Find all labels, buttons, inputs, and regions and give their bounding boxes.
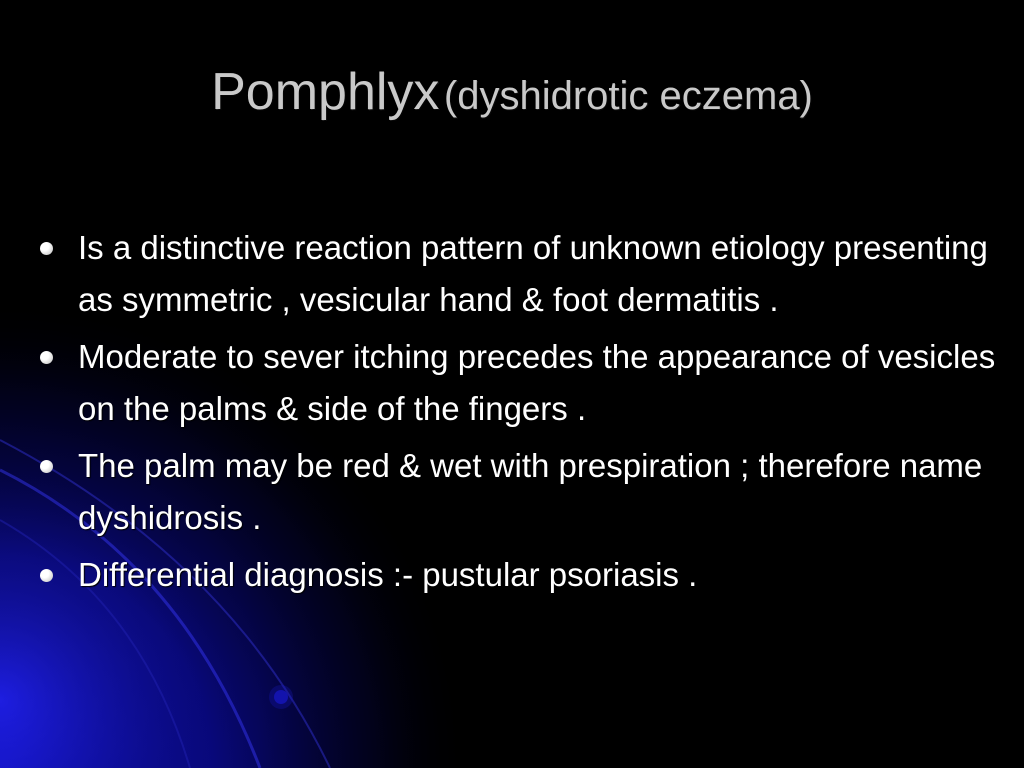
bullet-list bbox=[32, 222, 1007, 606]
bullet-text: Differential diagnosis :- pustular psoriasis . bbox=[78, 556, 698, 593]
bullet-item bbox=[32, 440, 1007, 544]
bullet-item bbox=[32, 549, 1007, 601]
bullet-text: Is a distinctive reaction pattern of unknown etiology presenting as symmetric , vesicular hand & foot dermatitis . bbox=[78, 229, 988, 318]
slide-title bbox=[0, 62, 1024, 122]
title-main: Pomphlyx bbox=[211, 63, 440, 121]
bullet-item bbox=[32, 331, 1007, 435]
bullet-text: Moderate to sever itching precedes the appearance of vesicles on the palms & side of the fingers . bbox=[78, 338, 996, 427]
glow-orb-halo bbox=[269, 685, 293, 709]
bullet-text: The palm may be red & wet with prespiration ; therefore name dyshidrosis . bbox=[78, 447, 983, 536]
bullet-dot-icon bbox=[40, 460, 53, 473]
bullet-dot-icon bbox=[40, 351, 53, 364]
bullet-dot-icon bbox=[40, 242, 53, 255]
bullet-dot-icon bbox=[40, 569, 53, 582]
bullet-item bbox=[32, 222, 1007, 326]
title-subtitle: (dyshidrotic eczema) bbox=[443, 74, 813, 118]
